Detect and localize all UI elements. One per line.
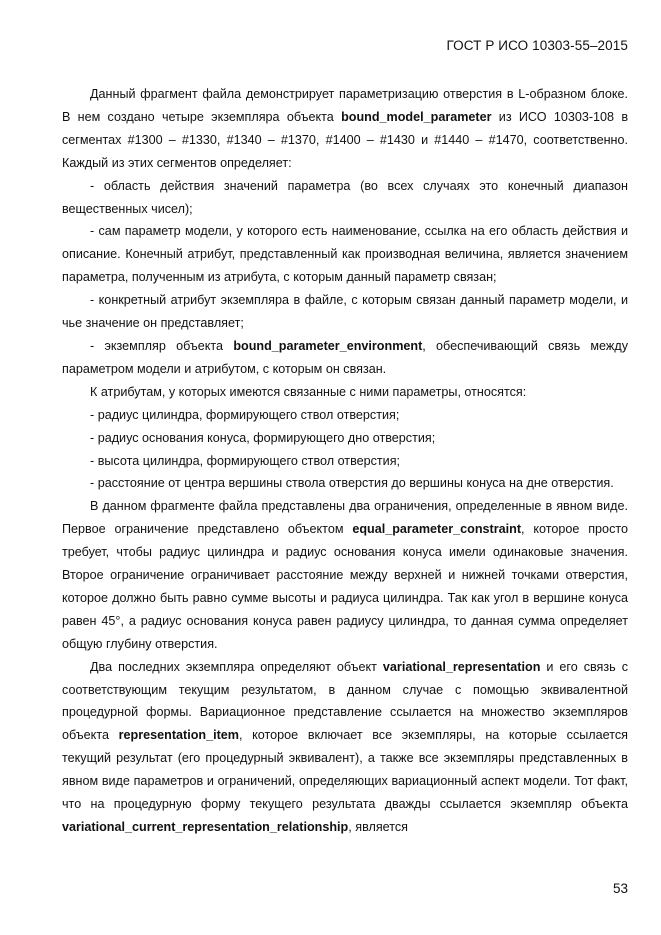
- text-run: из ИСО 10303-108 в сегментах #1300 – #1330, #1340 – #1370, #1400 – #1430 и #1440 – #1470, соответственно. Каждый из этих сегментов определяет:: [62, 109, 629, 170]
- entity-name: variational_representation: [382, 659, 541, 674]
- paragraph: [62, 656, 628, 839]
- entity-name: bound_parameter_environment: [233, 338, 423, 353]
- page-number: 53: [612, 881, 628, 896]
- text-run: , является: [348, 820, 408, 834]
- paragraph: [62, 83, 628, 175]
- list-item: [62, 472, 628, 495]
- list-item: [62, 220, 628, 289]
- text-run: и его связь с соответствующим текущим результатом, в данном случае с помощью эквивалентной процедурной формы. Вариационное представление ссылается на множество экземпляров объекта: [62, 659, 628, 743]
- document-header: ГОСТ Р ИСО 10303-55–2015: [446, 38, 628, 53]
- entity-name: representation_item: [118, 728, 239, 743]
- entity-name: equal_parameter_constraint: [352, 522, 522, 537]
- text-run: , которое просто требует, чтобы радиус цилиндра и радиус основания конуса имели одинаковые значения. Второе ограничение ограничивает расстояние между верхней и нижней точками отверстия, которое должно быть равно сумме высоты и радиуса цилиндра. Так как угол в вершине конуса равен 45°, а радиус основания конуса равен радиусу цилиндра, то данная сумма определяет общую глубину отверстия.: [62, 522, 628, 651]
- list-item: [62, 335, 628, 381]
- text-run: , обеспечивающий связь между параметром модели и атрибутом, с которым он связан.: [62, 338, 628, 376]
- text-run: , которое включает все экземпляры, на которые ссылается текущий результат (его процедурный эквивалент), а также все экземпляры представленных в явном виде параметров и ограничений, определяющих вариационный аспект модели. Тот факт, что на процедурную форму текущего результата дважды ссылается экземпляр объекта: [62, 728, 628, 812]
- text-run: - радиус основания конуса, формирующего дно отверстия;: [90, 430, 436, 445]
- text-run: Два последних экземпляра определяют объект: [90, 659, 383, 674]
- text-run: - расстояние от центра вершины ствола отверстия до вершины конуса на дне отверстия.: [90, 476, 614, 491]
- text-run: - конкретный атрибут экземпляра в файле, с которым связан данный параметр модели, и чье значение он представляет;: [62, 293, 628, 331]
- text-run: Данный фрагмент файла демонстрирует параметризацию отверстия в L-образном блоке. В нем создано четыре экземпляра объекта: [62, 87, 628, 124]
- text-run: - сам параметр модели, у которого есть наименование, ссылка на его область действия и описание. Конечный атрибут, представленный как производная величина, является значением параметра, полученным из атрибута, с которым данный параметр связан;: [62, 224, 628, 285]
- text-run: - область действия значений параметра (во всех случаях это конечный диапазон вещественных чисел);: [62, 178, 628, 216]
- text-run: К атрибутам, у которых имеются связанные с ними параметры, относятся:: [90, 384, 527, 399]
- paragraph: [62, 381, 628, 404]
- list-item: [62, 427, 628, 450]
- entity-name: variational_current_representation_relationship: [62, 820, 349, 834]
- text-run: В данном фрагменте файла представлены два ограничения, определенные в явном виде. Первое ограничение представлено объектом: [62, 499, 628, 537]
- text-run: - высота цилиндра, формирующего ствол отверстия;: [90, 453, 401, 468]
- page-body: [62, 83, 628, 839]
- entity-name: bound_model_parameter: [341, 109, 492, 124]
- text-run: - радиус цилиндра, формирующего ствол отверстия;: [90, 407, 400, 422]
- list-item: [62, 404, 628, 427]
- list-item: [62, 450, 628, 473]
- list-item: [62, 289, 628, 335]
- text-run: - экземпляр объекта: [90, 338, 234, 353]
- list-item: [62, 175, 628, 221]
- paragraph: [62, 495, 628, 655]
